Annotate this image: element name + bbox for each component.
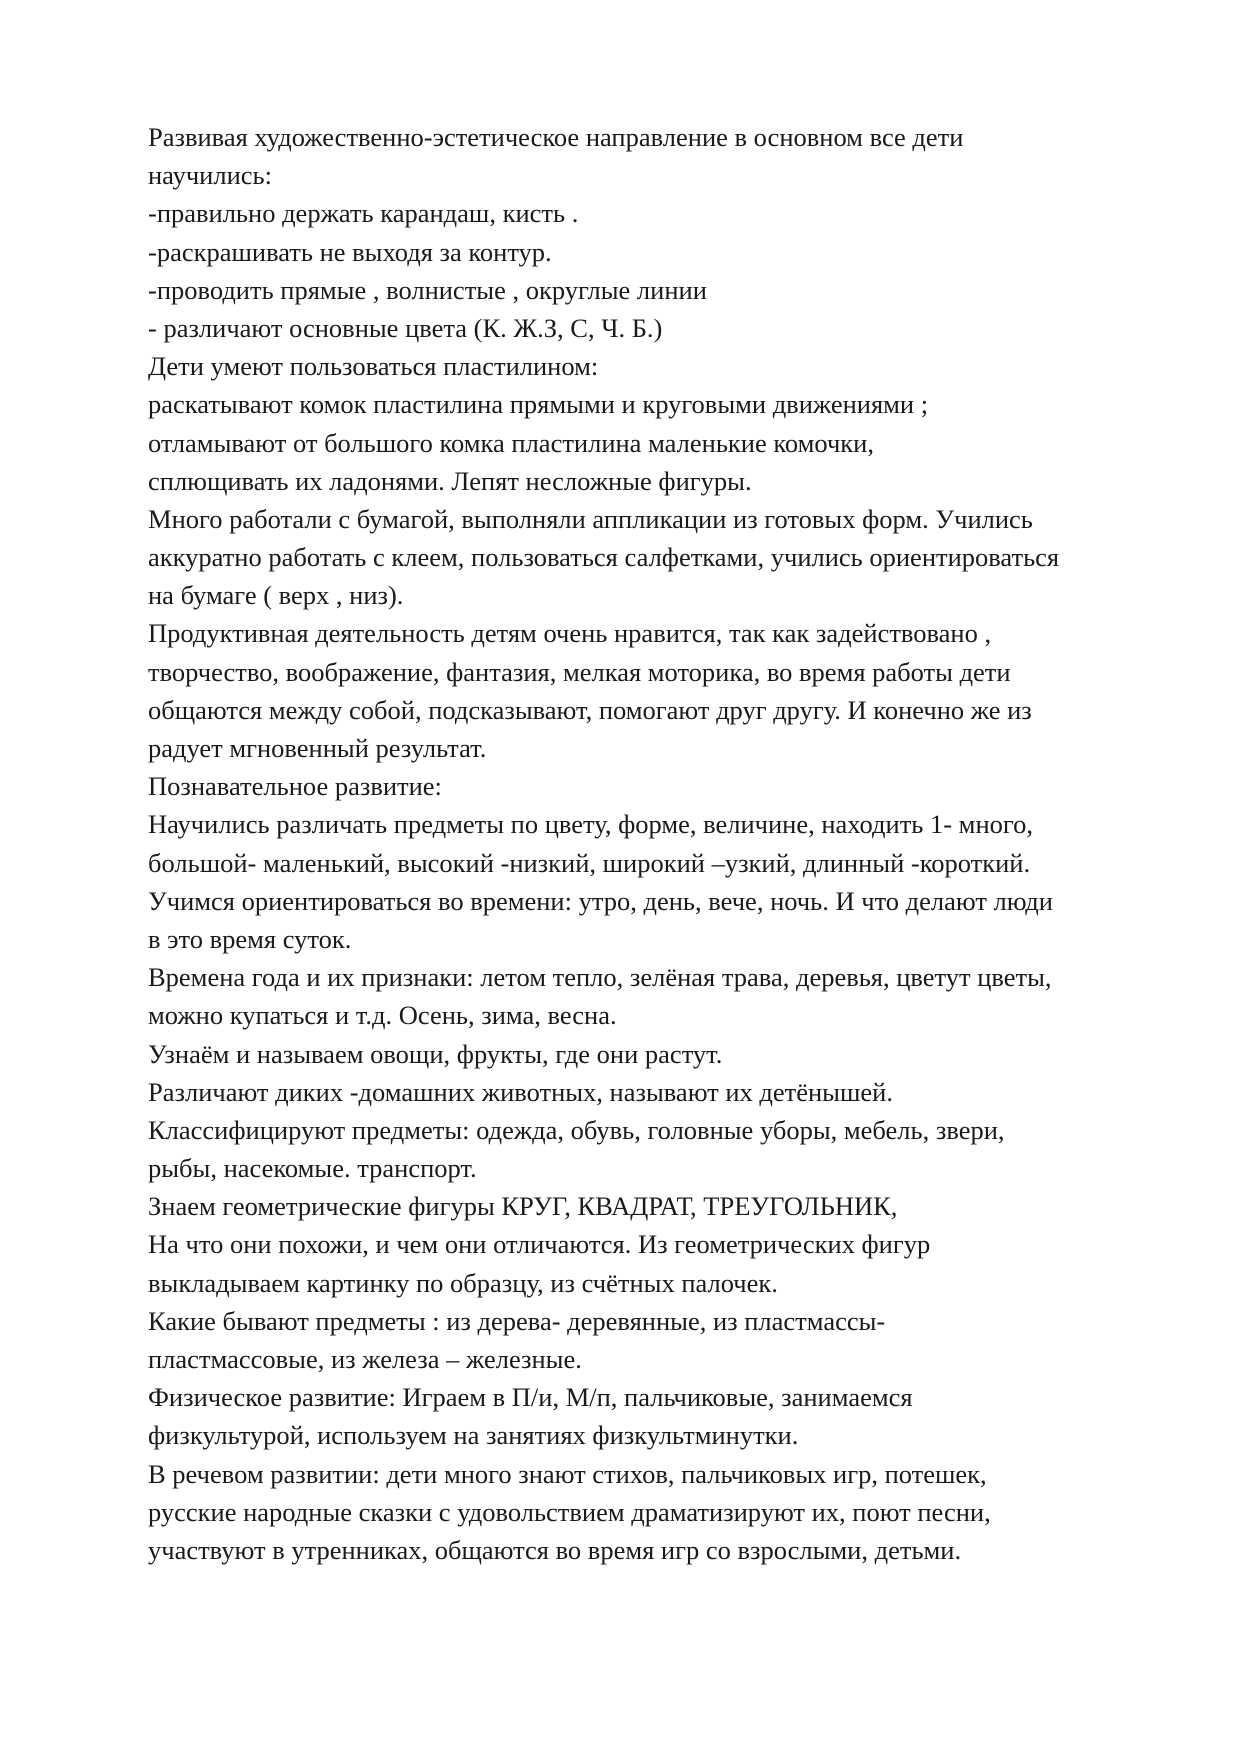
text-line: В речевом развитии: дети много знают стихов, пальчиковых игр, потешек, [148, 1458, 987, 1489]
text-line: физкультурой, используем на занятиях физкультминутки. [148, 1420, 799, 1451]
text-line: русские народные сказки с удовольствием драматизируют их, поют песни, [148, 1496, 991, 1527]
text-line: научились: [148, 160, 272, 191]
text-line: Много работали с бумагой, выполняли аппликации из готовых форм. Учились [148, 503, 1033, 534]
text-line: участвуют в утренниках, общаются во время игр со взрослыми, детьми. [148, 1534, 962, 1565]
text-line: - различают основные цвета (К. Ж.З, С, Ч. Б.) [148, 312, 663, 343]
text-line: Дети умеют пользоваться пластилином: [148, 351, 599, 382]
document-body [148, 118, 1158, 1569]
text-line: радует мгновенный результат. [148, 733, 487, 763]
text-line: Узнаём и называем овощи, фрукты, где они растут. [148, 1038, 723, 1069]
text-line: Развивая художественно-эстетическое направление в основном все дети [148, 122, 964, 152]
text-line: Классифицируют предметы: одежда, обувь, головные уборы, мебель, звери, [148, 1114, 1005, 1145]
text-line: Познавательное развитие: [148, 771, 442, 802]
text-line: пластмассовые, из железа – железные. [148, 1344, 582, 1374]
text-line: творчество, воображение, фантазия, мелкая моторика, во время работы дети [148, 656, 1011, 687]
text-line: аккуратно работать с клеем, пользоваться салфетками, учились ориентироваться [148, 542, 1060, 573]
text-line: выкладываем картинку по образцу, из счётных палочек. [148, 1267, 778, 1298]
text-line: Времена года и их признаки: летом тепло, зелёная трава, деревья, цветут цветы, [148, 962, 1052, 993]
text-line: Продуктивная деятельность детям очень нравится, так как задействовано , [148, 618, 992, 649]
text-line: -раскрашивать не выходя за контур. [148, 236, 552, 267]
text-line: Учимся ориентироваться во времени: утро, день, вече, ночь. И что делают люди [148, 885, 1053, 916]
text-line: Научились различать предметы по цвету, форме, величине, находить 1- много, [148, 809, 1033, 840]
text-line: можно купаться и т.д. Осень, зима, весна. [148, 1000, 617, 1031]
text-line: в это время суток. [148, 923, 352, 954]
text-line: -проводить прямые , волнистые , округлые линии [148, 274, 707, 305]
text-line: сплющивать их ладонями. Лепят несложные фигуры. [148, 465, 752, 496]
text-line: рыбы, насекомые. транспорт. [148, 1153, 477, 1184]
text-line: общаются между собой, подсказывают, помогают друг другу. И конечно же из [148, 694, 1032, 725]
text-line: Какие бывают предметы : из дерева- деревянные, из пластмассы- [148, 1305, 886, 1336]
text-line: На что они похожи, и чем они отличаются. Из геометрических фигур [148, 1229, 931, 1260]
text-line: Знаем геометрические фигуры КРУГ, КВАДРАТ, ТРЕУГОЛЬНИК, [148, 1191, 898, 1222]
text-line: Различают диких -домашних животных, называют их детёнышей. [148, 1076, 893, 1107]
text-line: раскатывают комок пластилина прямыми и круговыми движениями ; [148, 389, 929, 420]
text-line: Физическое развитие: Играем в П/и, М/п, пальчиковые, занимаемся [148, 1382, 913, 1413]
text-line: -правильно держать карандаш, кисть . [148, 198, 579, 229]
text-line: большой- маленький, высокий -низкий, широкий –узкий, длинный -короткий. [148, 847, 1031, 878]
text-line: на бумаге ( верх , низ). [148, 580, 404, 611]
text-line: отламывают от большого комка пластилина маленькие комочки, [148, 427, 874, 458]
